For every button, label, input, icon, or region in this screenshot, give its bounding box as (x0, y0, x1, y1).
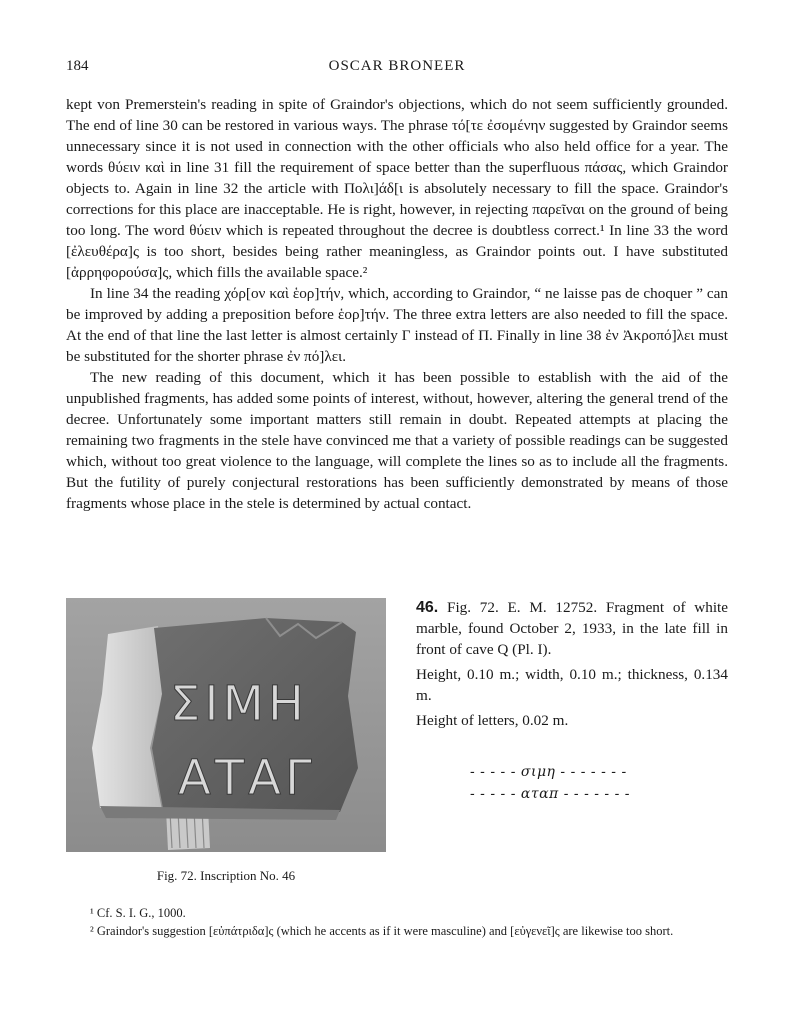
catalog-entry (416, 597, 728, 731)
page-number: 184 (66, 58, 89, 74)
entry-description: Fig. 72. E. M. 12752. Fragment of white marble, found October 2, 1933, in the late fill in front of cave Q (Pl. I). (416, 599, 729, 658)
inscription-photo (66, 598, 386, 852)
figure-caption: Fig. 72. Inscription No. 46 (156, 868, 296, 883)
paragraph-2: In line 34 the reading χόρ[ον καὶ ἑορ]τήν, which, according to Graindor, “ ne laisse pas de choquer ” can be improved by adding a preposition before ἑορ]τήν. The three extra letters are also needed to fill the space. At the end of that line the last letter is almost certainly Γ instead of Π. Finally in line 38 ἐν Ἀκροπό]λει must be substituted for the shorter phrase ἐν πό]λει. (66, 285, 728, 365)
entry-letter-height: Height of letters, 0.02 m. (416, 712, 569, 729)
entry-description-block (416, 597, 728, 660)
footnote-1: ¹ Cf. S. I. G., 1000. (90, 906, 186, 920)
footnotes (66, 904, 728, 940)
paragraph-3: The new reading of this document, which it has been possible to establish with the aid of the unpublished fragments, has added some points of interest, without, however, altering the general trend of the decree. Unfortunately some important matters still remain in doubt. Repeated attempts at placing the remaining two fragments in the stele have convinced me that a variety of possible readings can be suggested which, without too great violence to the language, will complete the lines so as to include all the fragments. But the futility of purely conjectural restorations has been sufficiently demonstrated by means of those fragments whose place in the stele is determined by actual contact. (66, 369, 728, 512)
stone-line-1: ΣΙΜΗ (170, 676, 308, 732)
stone-line-2: ΑΤΑΓ (178, 750, 316, 806)
entry-number: 46. (416, 599, 439, 616)
main-text (66, 94, 728, 514)
transcription-line-1: - - - - - σιμη - - - - - - - (470, 764, 627, 780)
page-header (66, 58, 728, 80)
paragraph-1: kept von Premerstein's reading in spite of Graindor's objections, which do not seem sufficiently grounded. The end of line 30 can be restored in various ways. The phrase τό[τε ἐσομένην suggested by Graindor seems unnecessary since it is not used in connection with the other officials who also held office for a year. The words θύειν καὶ in line 31 fill the requirement of space better than the superfluous πάσας, which Graindor objects to. Again in line 32 the article with Πολι]άδ[ι is absolutely necessary to fill the space. Graindor's corrections for this place are inacceptable. He is right, however, in rejecting παρεῖναι on the ground of being too long. The word θύειν which is repeated throughout the decree is doubtless correct.¹ In line 33 the word [ἐλευθέρα]ς is too short, besides being rather meaningless, as Graindor points out. I have substituted [ἀρρηφορούσα]ς, which fills the available space.² (66, 96, 728, 281)
footnote-2: ² Graindor's suggestion [εὐπάτριδα]ς (which he accents as if it were masculine) and [εὐγενεῖ]ς are likewise too short. (90, 924, 674, 938)
transcription-line-2: - - - - - αταπ - - - - - - - (470, 786, 631, 802)
entry-dimensions: Height, 0.10 m.; width, 0.10 m.; thickness, 0.134 m. (416, 666, 728, 704)
running-head: OSCAR BRONEER (328, 58, 466, 74)
